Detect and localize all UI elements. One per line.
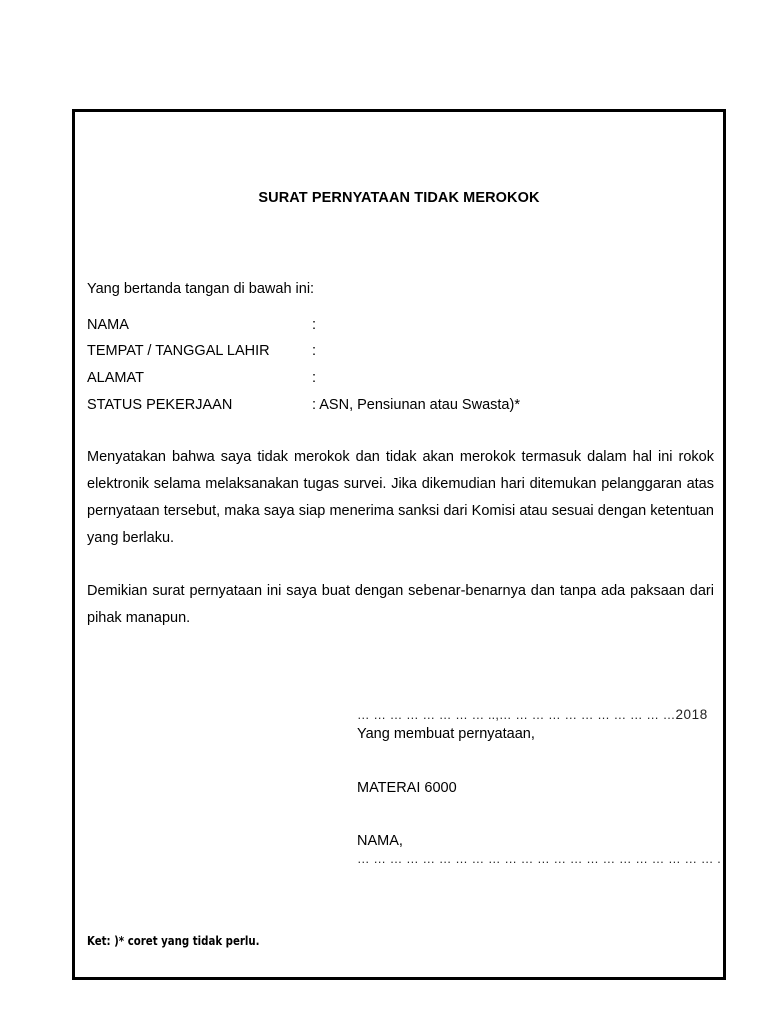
document-title: SURAT PERNYATAAN TIDAK MEROKOK (258, 190, 540, 206)
statement-paragraph: Menyatakan bahwa saya tidak merokok dan tidak akan merokok termasuk dalam hal ini rokok elektronik selama melaksanakan tugas survei. Jika dikemudian hari ditemukan pelanggaran atas pernyataan tersebut, maka saya siap menerima sanksi dari Komisi atau sesuai dengan ketentuan yang berlaku. (87, 449, 714, 546)
field-value-nama: : (312, 317, 317, 333)
field-label-status-pekerjaan: STATUS PEKERJAAN (87, 397, 233, 413)
stamp-label: MATERAI 6000 (357, 780, 457, 796)
maker-label: Yang membuat pernyataan, (357, 726, 535, 742)
field-value-alamat: : (312, 370, 317, 386)
signature-year: 2018 (675, 707, 708, 722)
intro-text: Yang bertanda tangan di bawah ini: (87, 281, 315, 297)
field-label-tempat-tanggal-lahir: TEMPAT / TANGGAL LAHIR (87, 343, 270, 359)
field-value-tempat-tanggal-lahir: : (312, 343, 317, 359)
field-value-status-pekerjaan: : ASN, Pensiunan atau Swasta)* (312, 397, 520, 413)
field-label-alamat: ALAMAT (87, 370, 144, 386)
document-frame (72, 109, 726, 980)
name-label: NAMA, (357, 833, 403, 849)
closing-paragraph: Demikian surat pernyataan ini saya buat dengan sebenar-benarnya dan tanpa ada paksaan dari pihak manapun. (87, 583, 714, 626)
field-label-nama: NAMA (87, 317, 129, 333)
place-date-line (357, 707, 708, 722)
footnote: Ket: )* coret yang tidak perlu. (87, 934, 260, 948)
place-date-dots: … … … … … … … … ..,… … … … … … … … … … … (357, 708, 676, 722)
name-dots: … … … … … … … … … … … … … … … … … … … … … … . (357, 852, 721, 866)
